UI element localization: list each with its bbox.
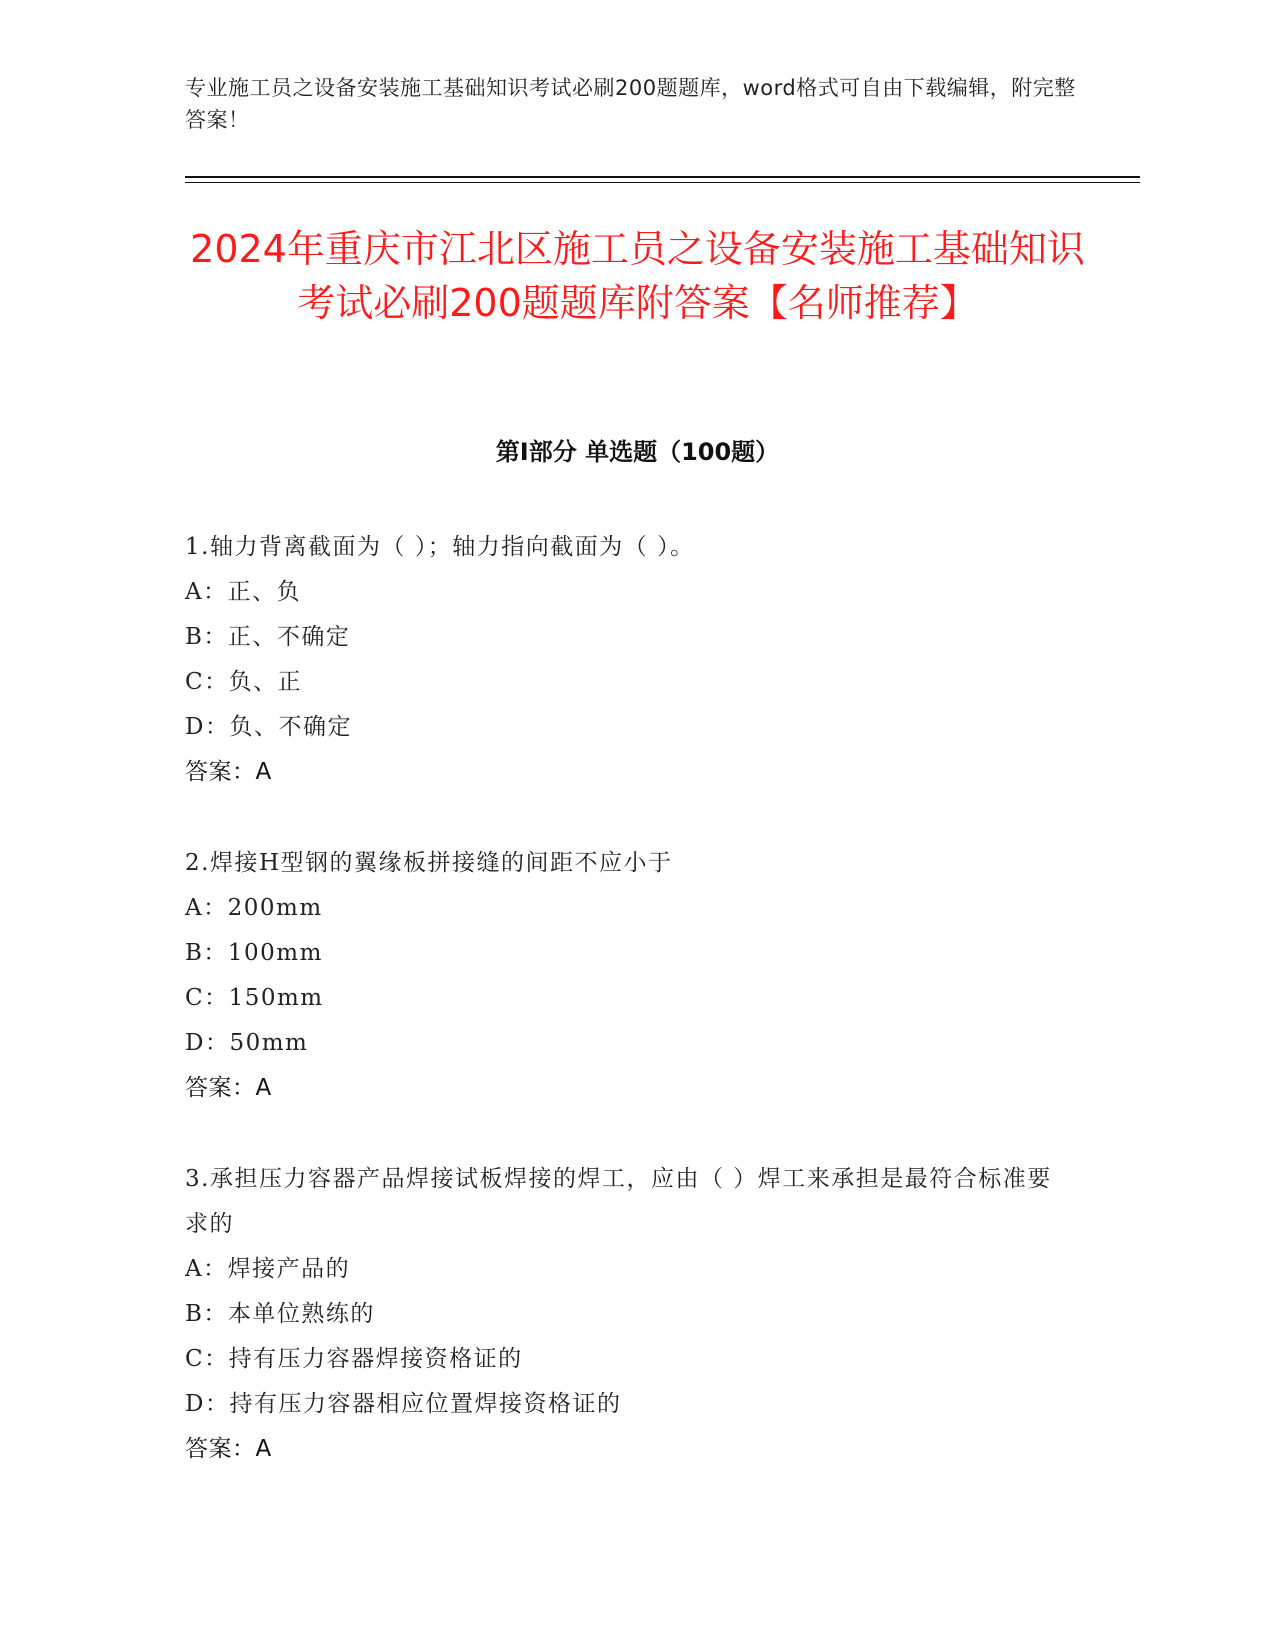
answer-line: 答案：A	[185, 759, 272, 785]
answer-line: 答案：A	[185, 1436, 272, 1462]
option-d: D：负、不确定	[185, 714, 352, 740]
option-d: D：持有压力容器相应位置焊接资格证的	[185, 1391, 622, 1417]
question-list	[185, 525, 1065, 1472]
option-c: C：负、正	[185, 669, 303, 695]
question-stem: 2.焊接H型钢的翼缘板拼接缝的间距不应小于	[185, 850, 673, 876]
option-b: B：100mm	[185, 940, 323, 966]
document-title: 2024年重庆市江北区施工员之设备安装施工基础知识考试必刷200题题库附答案【名师推荐】	[190, 227, 1085, 325]
header-divider-thick	[185, 176, 1140, 178]
option-b: B：正、不确定	[185, 624, 351, 650]
option-a: A：正、负	[185, 579, 302, 605]
header-note: 专业施工员之设备安装施工基础知识考试必刷200题题库，word格式可自由下载编辑，附完整答案！	[185, 76, 1076, 132]
header-divider-thin	[185, 182, 1140, 183]
question-item	[185, 841, 1065, 1111]
question-item	[185, 525, 1065, 795]
question-stem: 3.承担压力容器产品焊接试板焊接的焊工，应由（ ）焊工来承担是最符合标准要求的	[185, 1166, 1052, 1237]
question-item	[185, 1157, 1065, 1472]
question-stem: 1.轴力背离截面为（ ）；轴力指向截面为（ ）。	[185, 534, 695, 560]
section-title: 第I部分 单选题（100题）	[495, 438, 780, 466]
option-b: B：本单位熟练的	[185, 1301, 375, 1327]
option-a: A：焊接产品的	[185, 1256, 351, 1282]
option-c: C：持有压力容器焊接资格证的	[185, 1346, 523, 1372]
option-d: D：50mm	[185, 1030, 309, 1056]
option-c: C：150mm	[185, 985, 324, 1011]
answer-line: 答案：A	[185, 1075, 272, 1101]
option-a: A：200mm	[185, 895, 323, 921]
